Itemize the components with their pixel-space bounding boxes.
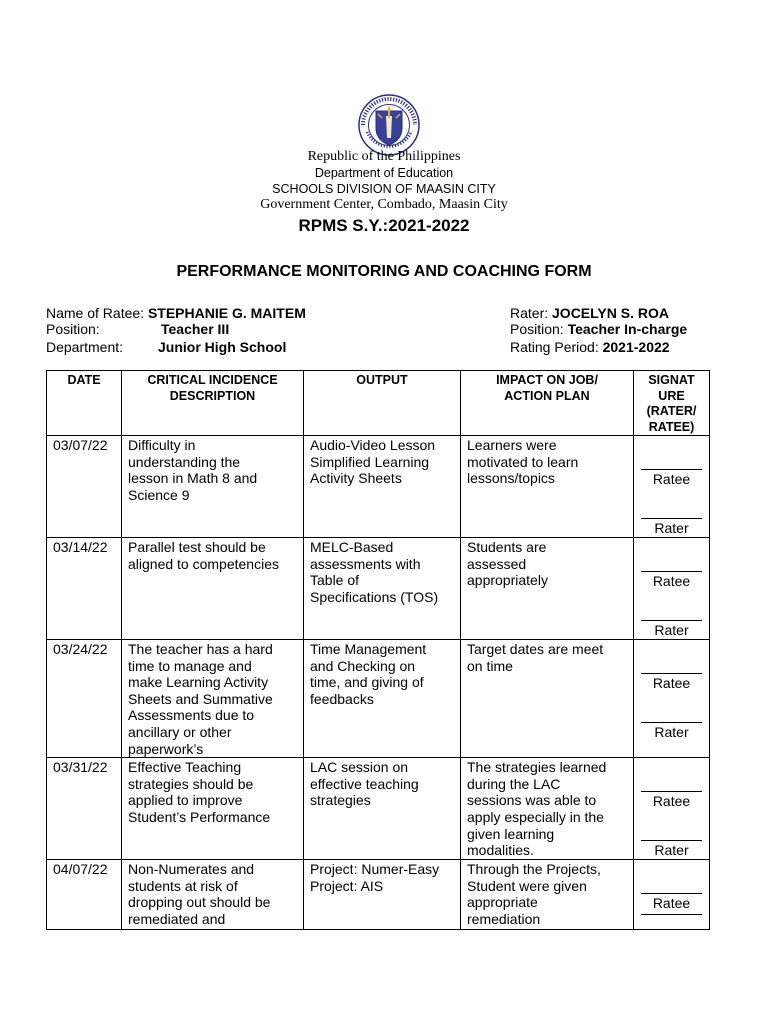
row-output xyxy=(304,758,461,860)
row-description-line: time to manage and xyxy=(128,657,252,674)
ratee-signature-line xyxy=(641,893,702,894)
row-description-line: applied to improve xyxy=(128,792,243,809)
row-signature xyxy=(634,538,710,640)
row-output xyxy=(304,538,461,640)
header-department: Department of Education xyxy=(314,166,454,180)
ratee-label: Ratee xyxy=(652,895,691,912)
row-impact xyxy=(461,758,634,860)
row-impact-line: The strategies learned xyxy=(467,759,607,776)
row-impact-line: Students are xyxy=(467,539,547,555)
row-signature xyxy=(634,758,710,860)
ratee-name-value: STEPHANIE G. MAITEM xyxy=(147,305,306,321)
ratee-label: Ratee xyxy=(652,573,691,589)
row-impact-line: Through the Projects, xyxy=(467,861,601,878)
row-output xyxy=(304,436,461,538)
header-republic: Republic of the Philippines xyxy=(307,149,461,164)
row-signature xyxy=(634,436,710,538)
ratee-name-label: Name of Ratee: xyxy=(46,305,145,321)
row-output-line: Simplified Learning xyxy=(310,453,430,470)
rater-signature-line xyxy=(641,518,702,519)
row-impact xyxy=(461,538,634,640)
row-output-line: LAC session on xyxy=(310,759,409,776)
row-description-line: paperwork’s xyxy=(128,740,204,757)
row-date: 03/24/22 xyxy=(47,640,122,758)
row-description-line: Effective Teaching xyxy=(128,759,242,776)
row-output-line: Time Management xyxy=(310,641,427,657)
rater-label: Rater xyxy=(654,520,689,536)
row-output-line: MELC-Based xyxy=(310,539,394,555)
ratee-position-label: Position: xyxy=(46,321,100,337)
ratee-label: Ratee xyxy=(652,675,691,691)
table-row xyxy=(47,538,710,640)
rater-name-value: JOCELYN S. ROA xyxy=(552,305,669,321)
row-output-line: and Checking on xyxy=(310,657,416,674)
row-description-line: Difficulty in xyxy=(128,437,196,453)
rater-position-label: Position: xyxy=(510,321,564,337)
header-address: Government Center, Combado, Maasin City xyxy=(260,197,508,212)
header-division: SCHOOLS DIVISION OF MAASIN CITY xyxy=(272,182,496,196)
row-impact-line: motivated to learn xyxy=(467,453,579,470)
row-signature xyxy=(634,860,710,930)
row-output-line: Activity Sheets xyxy=(310,470,402,487)
row-description-line: students at risk of xyxy=(128,877,238,894)
header-output: OUTPUT xyxy=(304,371,461,436)
row-description-line: Science 9 xyxy=(128,486,190,503)
row-description-line: remediated and xyxy=(128,910,226,927)
row-description-line: aligned to competencies xyxy=(128,555,279,572)
row-output-line: assessments with xyxy=(310,555,421,572)
row-impact xyxy=(461,860,634,930)
row-output-line: Specifications (TOS) xyxy=(310,588,439,605)
header-signature: SIGNAT URE (RATER/ RATEE) xyxy=(634,371,710,436)
rater-name-row xyxy=(510,305,669,321)
row-output-line: Table of xyxy=(310,572,360,589)
rater-label: Rater xyxy=(654,842,689,859)
row-description-line: ancillary or other xyxy=(128,723,232,740)
rater-signature-line xyxy=(641,914,702,915)
ratee-department-value: Junior High School xyxy=(158,339,287,355)
rater-position-row xyxy=(510,321,687,337)
row-description-line: Sheets and Summative xyxy=(128,690,273,707)
row-impact-line: assessed xyxy=(467,555,527,572)
rating-period-row xyxy=(510,339,670,355)
table-row xyxy=(47,758,710,860)
row-impact-line: on time xyxy=(467,657,513,674)
rater-signature-line xyxy=(641,840,702,841)
row-output-line: effective teaching xyxy=(310,775,419,792)
row-date: 03/14/22 xyxy=(47,538,122,640)
ratee-label: Ratee xyxy=(652,793,691,810)
header-date: DATE xyxy=(47,371,122,436)
row-output-line: feedbacks xyxy=(310,690,374,707)
row-impact-line: remediation xyxy=(467,910,541,927)
row-impact-line: apply especially in the xyxy=(467,808,604,825)
row-description-line: dropping out should be xyxy=(128,894,271,911)
row-description-line: Student’s Performance xyxy=(128,808,271,825)
row-output xyxy=(304,860,461,930)
ratee-name-row xyxy=(46,305,306,321)
ratee-signature-line xyxy=(641,469,702,470)
form-title: PERFORMANCE MONITORING AND COACHING FORM xyxy=(176,263,592,280)
ratee-label: Ratee xyxy=(652,471,691,487)
table-row xyxy=(47,860,710,930)
row-description-line: The teacher has a hard xyxy=(128,641,273,657)
row-impact-line: given learning xyxy=(467,825,555,842)
table-row xyxy=(47,436,710,538)
row-date: 03/07/22 xyxy=(47,436,122,538)
row-date: 03/31/22 xyxy=(47,758,122,860)
deped-seal-icon xyxy=(358,94,420,156)
rater-label: Rater xyxy=(654,724,689,740)
row-impact-line: Target dates are meet xyxy=(467,641,604,657)
row-impact-line: Learners were xyxy=(467,437,557,453)
rater-signature-line xyxy=(641,722,702,723)
row-signature xyxy=(634,640,710,758)
row-description xyxy=(122,640,304,758)
ratee-signature-line xyxy=(641,571,702,572)
row-output xyxy=(304,640,461,758)
row-impact-line: modalities. xyxy=(467,842,534,859)
row-description xyxy=(122,436,304,538)
row-description xyxy=(122,538,304,640)
row-impact-line: appropriate xyxy=(467,894,538,911)
table-row xyxy=(47,640,710,758)
row-description xyxy=(122,758,304,860)
ratee-position-value: Teacher III xyxy=(161,321,230,337)
rater-signature-line xyxy=(641,620,702,621)
row-impact xyxy=(461,436,634,538)
row-impact-line: during the LAC xyxy=(467,775,561,792)
rater-position-value: Teacher In-charge xyxy=(567,321,688,337)
ratee-department-label: Department: xyxy=(46,339,124,355)
coaching-table xyxy=(46,370,710,930)
row-description xyxy=(122,860,304,930)
row-output-line: time, and giving of xyxy=(310,674,424,691)
row-date: 04/07/22 xyxy=(47,860,122,930)
row-output-line: Project: Numer-Easy xyxy=(310,861,440,878)
row-impact-line: sessions was able to xyxy=(467,792,597,809)
rater-label: Rater: xyxy=(510,305,549,321)
rater-label: Rater xyxy=(654,622,689,638)
ratee-signature-line xyxy=(641,673,702,674)
rating-period-label: Rating Period: xyxy=(510,339,599,355)
row-impact xyxy=(461,640,634,758)
row-description-line: lesson in Math 8 and xyxy=(128,470,258,487)
header-impact: IMPACT ON JOB/ ACTION PLAN xyxy=(461,371,634,436)
row-impact-line: Student were given xyxy=(467,877,587,894)
row-output-line: Project: AIS xyxy=(310,877,384,894)
rating-period-value: 2021-2022 xyxy=(602,339,670,355)
row-description-line: understanding the xyxy=(128,453,241,470)
row-description-line: make Learning Activity xyxy=(128,674,269,691)
row-description-line: Non-Numerates and xyxy=(128,861,255,878)
row-output-line: strategies xyxy=(310,792,371,809)
rpms-title: RPMS S.Y.:2021-2022 xyxy=(298,216,470,235)
table-header-row xyxy=(47,371,710,436)
row-description-line: Parallel test should be xyxy=(128,539,266,555)
row-description-line: Assessments due to xyxy=(128,707,255,724)
row-description-line: strategies should be xyxy=(128,775,254,792)
row-output-line: Audio-Video Lesson xyxy=(310,437,436,453)
ratee-signature-line xyxy=(641,791,702,792)
row-impact-line: appropriately xyxy=(467,572,548,589)
row-impact-line: lessons/topics xyxy=(467,470,555,487)
header-critical-incidence: CRITICAL INCIDENCE DESCRIPTION xyxy=(122,371,304,436)
